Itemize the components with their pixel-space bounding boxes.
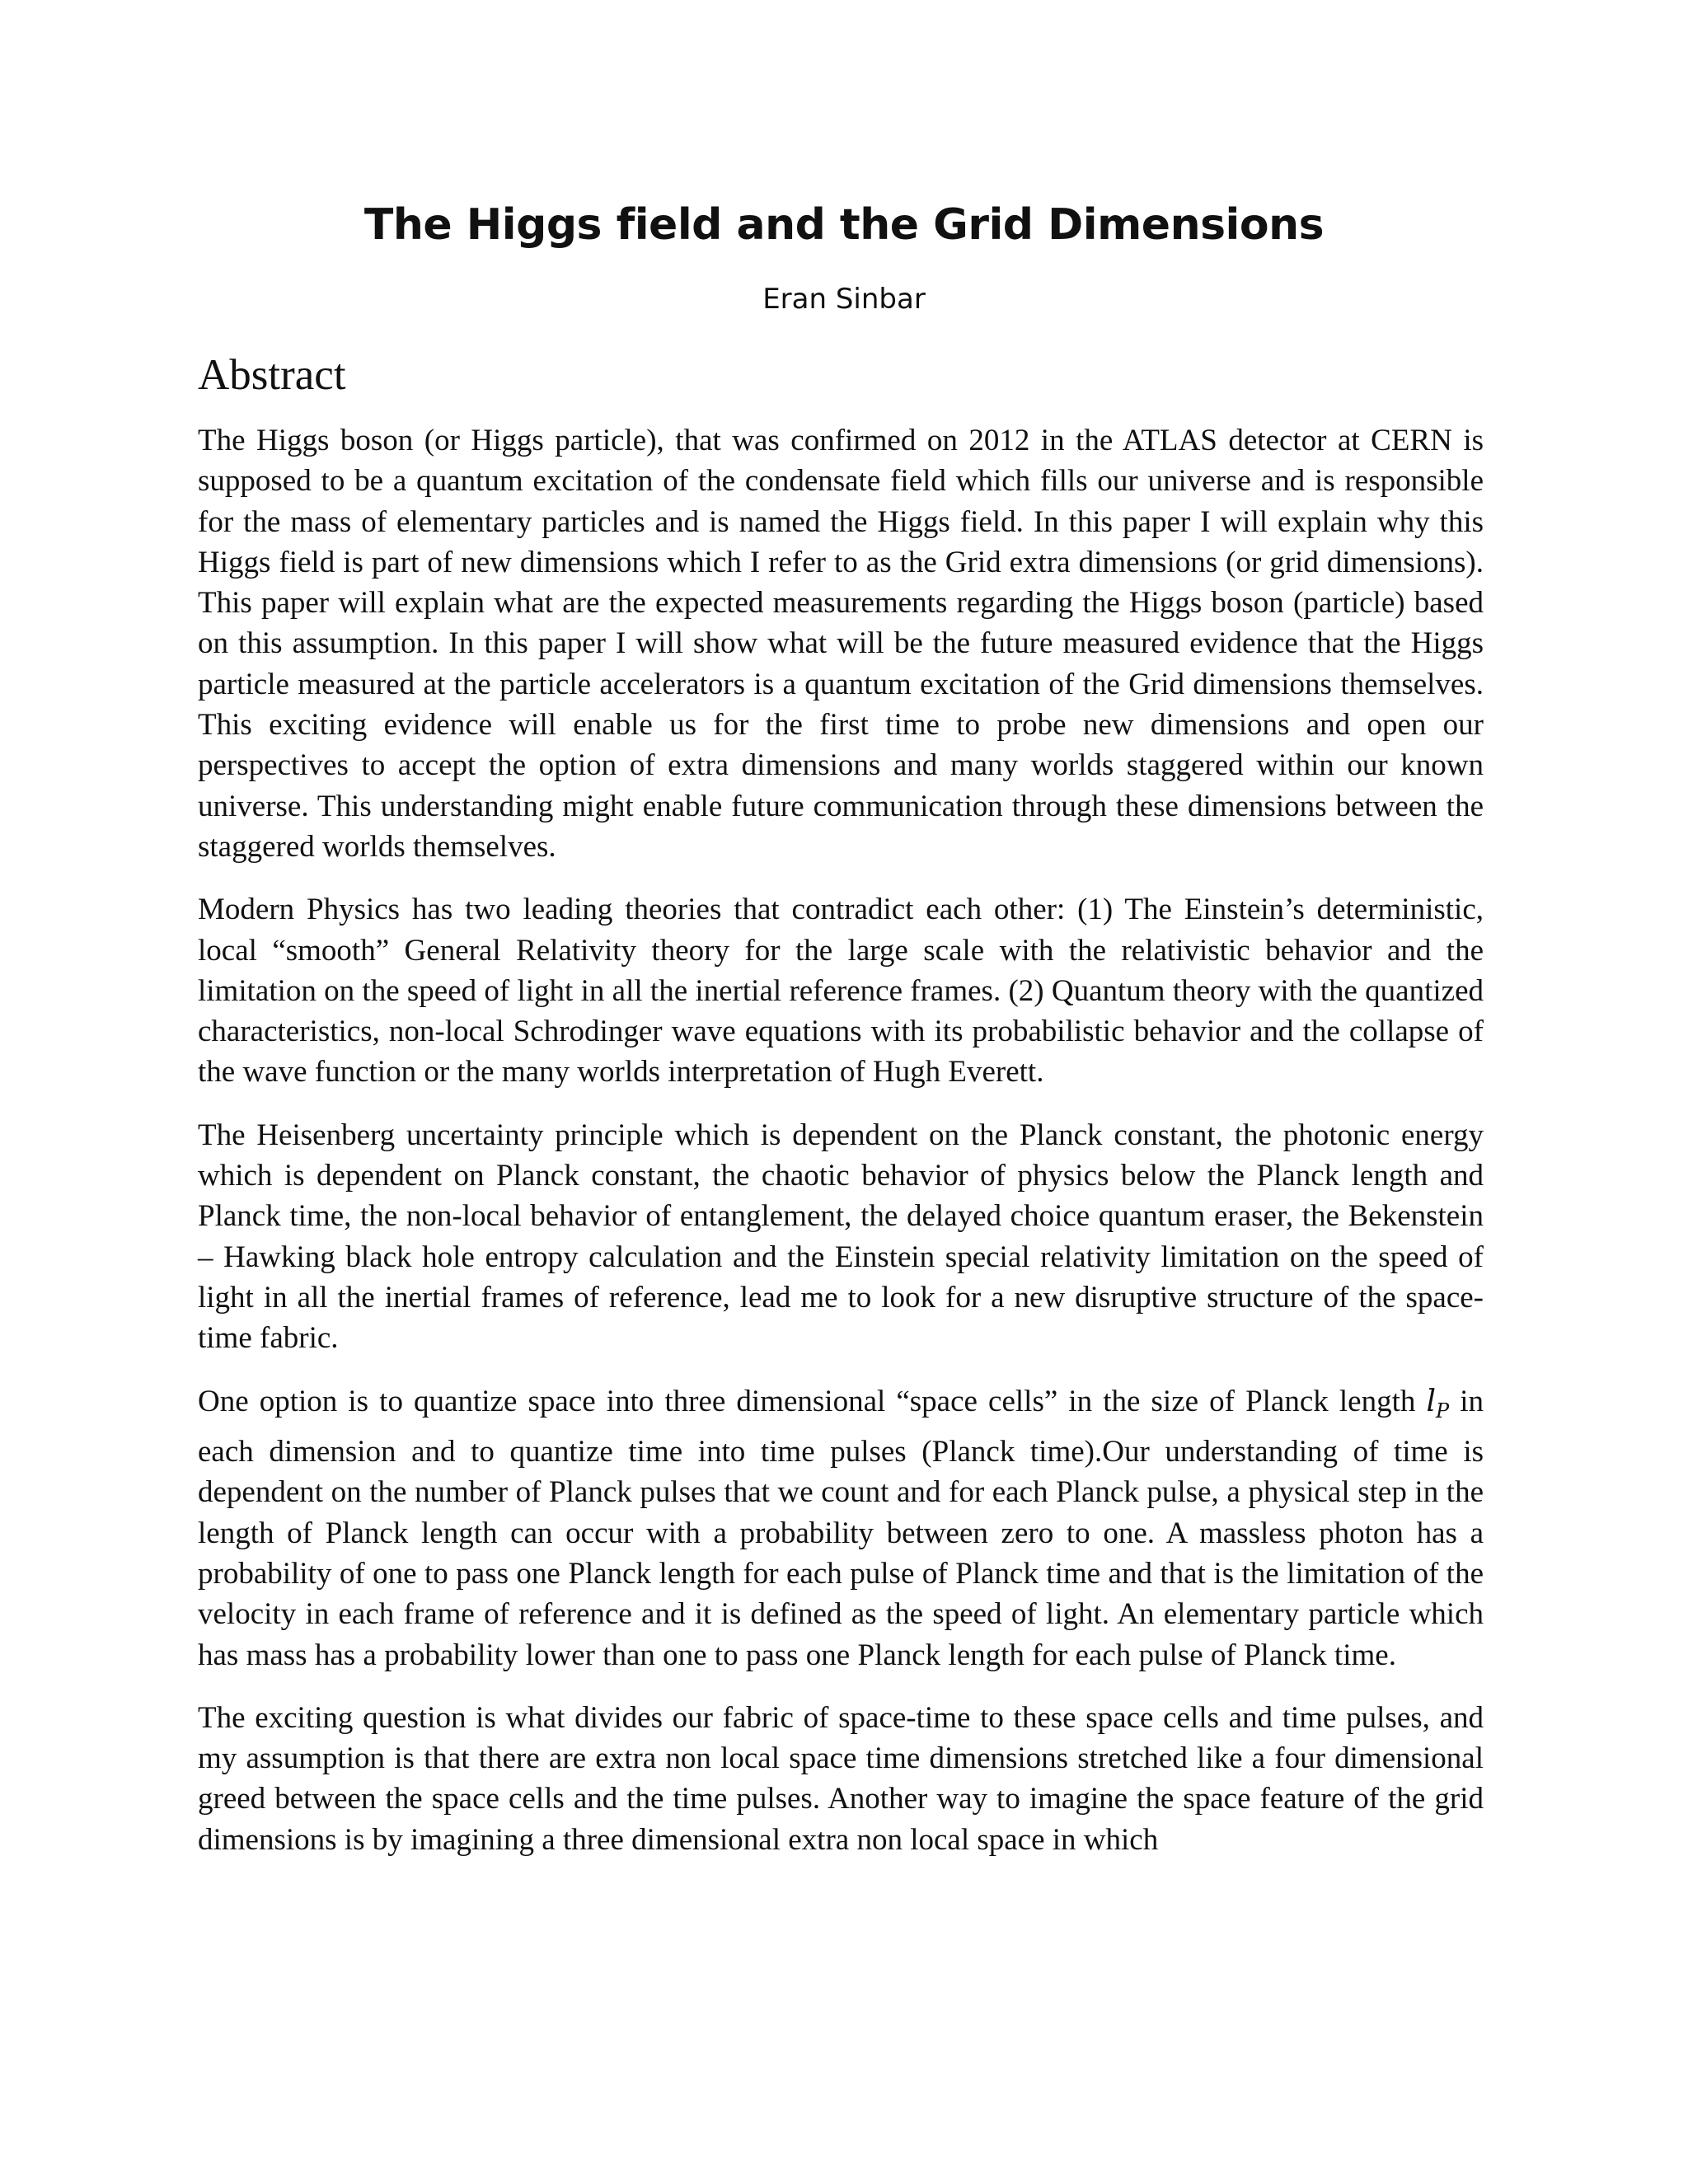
paragraph-4-text-start: One option is to quantize space into three dimensional “space cells” in the size of Planck length (198, 1384, 1427, 1418)
paragraph-4-text-end: in each dimension and to quantize time into time pulses (Planck time).Our understanding of time is dependent on the number of Planck pulses that we count and for each Planck pulse, a physical step in the length of Planck length can occur with a probability between zero to one. A massless photon has a probability of one to pass one Planck length for each pulse of Planck time and that is the limitation of the velocity in each frame of reference and it is defined as the speed of light. An elementary particle which has mass has a probability lower than one to pass one Planck length for each pulse of Planck time. (198, 1384, 1484, 1672)
paper-author: Eran Sinbar (762, 283, 926, 316)
paper-body (198, 420, 1484, 1882)
planck-length-symbol (1426, 1384, 1450, 1422)
paragraph-2: Modern Physics has two leading theories that contradict each other: (1) The Einstein’s deterministic, local “smooth” General Relativity theory for the large scale with the relativistic behavior and the limitation on the speed of light in all the inertial reference frames. (2) Quantum theory with the quantized characteristics, non-local Schrodinger wave equations with its probabilistic behavior and the collapse of the wave function or the many worlds interpretation of Hugh Everett. (198, 893, 1484, 1090)
paragraph-4 (198, 1381, 1484, 1675)
paragraph-5: The exciting question is what divides our fabric of space-time to these space cells and time pulses, and my assumption is that there are extra non local space time dimensions stretched like a four dimensional greed between the space cells and the time pulses. Another way to imagine the space feature of the grid dimensions is by imagining a three dimensional extra non local space in which (198, 1700, 1484, 1857)
paragraph-1: The Higgs boson (or Higgs particle), that was confirmed on 2012 in the ATLAS detector at CERN is supposed to be a quantum excitation of the condensate field which fills our universe and is responsible for the mass of elementary particles and is named the Higgs field. In this paper I will explain why this Higgs field is part of new dimensions which I refer to as the Grid extra dimensions (or grid dimensions). This paper will explain what are the expected measurements regarding the Higgs boson (particle) based on this assumption. In this paper I will show what will be the future measured evidence that the Higgs particle measured at the particle accelerators is a quantum excitation of the Grid dimensions themselves. This exciting evidence will enable us for the first time to probe new dimensions and open our perspectives to accept the option of extra dimensions and many worlds staggered within our known universe. This understanding might enable future communication through these dimensions between the staggered worlds themselves. (198, 424, 1484, 864)
paragraph-3: The Heisenberg uncertainty principle which is dependent on the Planck constant, the photonic energy which is dependent on Planck constant, the chaotic behavior of physics below the Planck length and Planck time, the non-local behavior of entanglement, the delayed choice quantum eraser, the Bekenstein – Hawking black hole entropy calculation and the Einstein special relativity limitation on the speed of light in all the inertial frames of reference, lead me to look for a new disruptive structure of the space-time fabric. (198, 1118, 1484, 1356)
paper-title: The Higgs field and the Grid Dimensions (363, 200, 1325, 250)
planck-length-symbol-base: l (1426, 1384, 1436, 1418)
planck-length-symbol-subscript: P (1435, 1399, 1450, 1422)
section-heading-abstract: Abstract (198, 351, 346, 399)
